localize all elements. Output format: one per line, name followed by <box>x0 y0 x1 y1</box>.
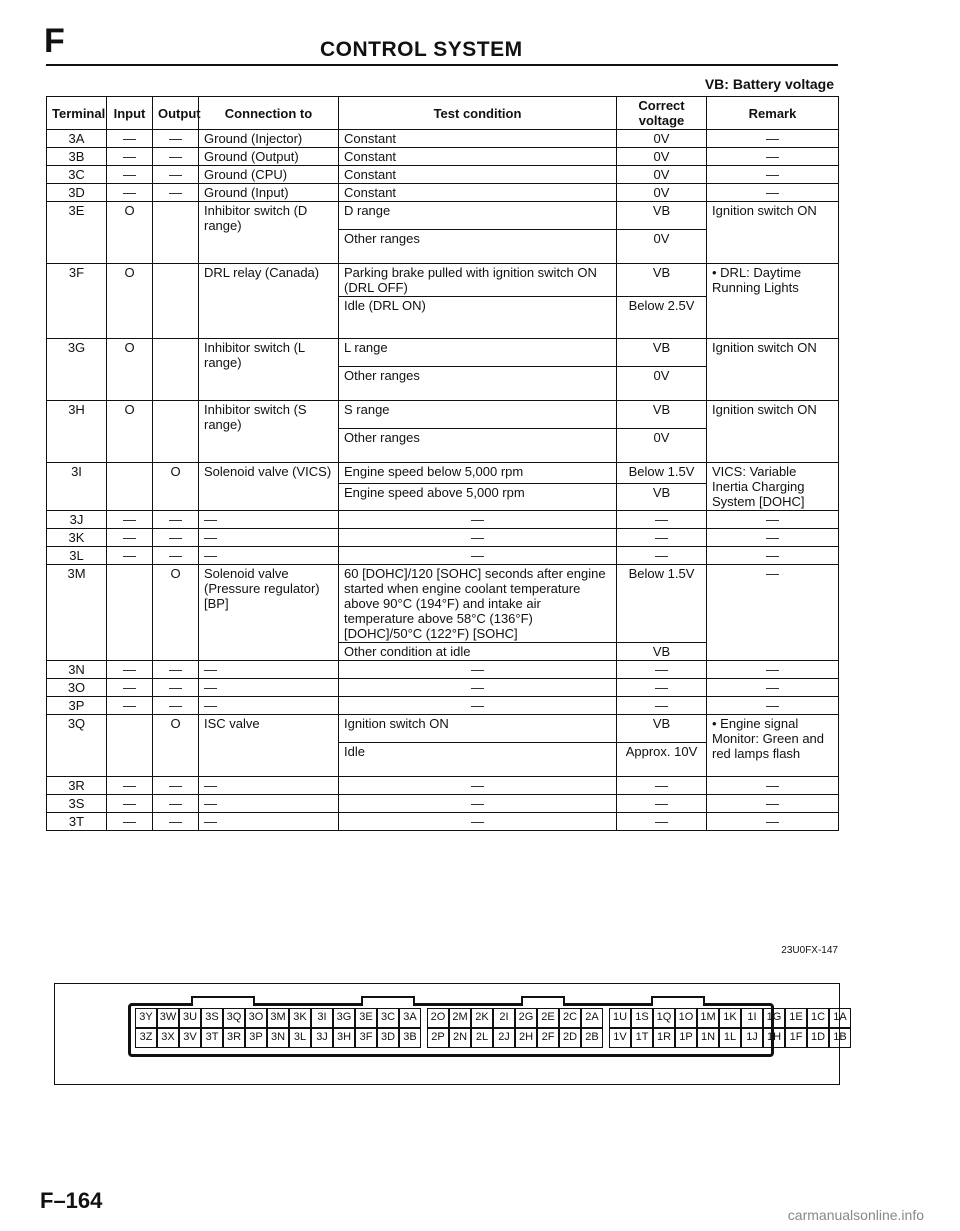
cell-test-condition: — <box>339 795 617 813</box>
cell-output: — <box>153 795 199 813</box>
cell-voltage: 0V <box>617 148 707 166</box>
cell-input: O <box>107 202 153 264</box>
title-rule <box>46 64 838 66</box>
col-output: Output <box>153 97 199 130</box>
cell-input <box>107 463 153 511</box>
reference-code: 23U0FX-147 <box>781 945 838 956</box>
cell-test-condition: — <box>339 529 617 547</box>
cell-connection: Inhibitor switch (S range) <box>199 401 339 463</box>
cell-terminal: 3F <box>47 264 107 339</box>
cell-connection: Ground (Output) <box>199 148 339 166</box>
connector-pin: 3Z <box>135 1028 157 1048</box>
connector-pin: 1R <box>653 1028 675 1048</box>
connector-pin: 1V <box>609 1028 631 1048</box>
cell-input: — <box>107 130 153 148</box>
cell-remark: • Engine signal Monitor: Green and red lamps flash <box>707 715 839 777</box>
cell-voltage: 0V <box>617 166 707 184</box>
cell-voltage: VB <box>617 339 707 367</box>
connector-pin: 3V <box>179 1028 201 1048</box>
cell-test-condition: Parking brake pulled with ignition switch ON (DRL OFF) <box>339 264 617 297</box>
cell-test-condition: — <box>339 697 617 715</box>
table-row <box>47 529 839 547</box>
cell-test-condition: — <box>339 813 617 831</box>
cell-remark: — <box>707 661 839 679</box>
connector-pin: 2C <box>559 1008 581 1028</box>
cell-input <box>107 715 153 777</box>
table-row <box>47 679 839 697</box>
cell-voltage: 0V <box>617 184 707 202</box>
cell-input: — <box>107 547 153 565</box>
cell-input: O <box>107 339 153 401</box>
cell-connection: — <box>199 511 339 529</box>
connector-pin: 1F <box>785 1028 807 1048</box>
connector-pin: 1J <box>741 1028 763 1048</box>
cell-input: — <box>107 166 153 184</box>
table-row <box>47 715 839 743</box>
cell-output: — <box>153 547 199 565</box>
cell-voltage: Approx. 10V <box>617 743 707 777</box>
cell-test-condition: Constant <box>339 130 617 148</box>
cell-terminal: 3N <box>47 661 107 679</box>
connector-pin: 3L <box>289 1028 311 1048</box>
cell-voltage: 0V <box>617 130 707 148</box>
cell-terminal: 3K <box>47 529 107 547</box>
connector-pin-row-bottom <box>135 1028 847 1048</box>
cell-test-condition: — <box>339 679 617 697</box>
connector-pin: 3A <box>399 1008 421 1028</box>
connector-pin: 1G <box>763 1008 785 1028</box>
cell-connection: — <box>199 679 339 697</box>
cell-voltage: — <box>617 777 707 795</box>
cell-output: O <box>153 565 199 661</box>
cell-output <box>153 339 199 401</box>
cell-output: — <box>153 130 199 148</box>
cell-voltage: VB <box>617 401 707 429</box>
col-remark: Remark <box>707 97 839 130</box>
section-letter: F <box>44 22 65 60</box>
cell-connection: — <box>199 777 339 795</box>
table-row <box>47 777 839 795</box>
connector-pin: 2G <box>515 1008 537 1028</box>
cell-remark: — <box>707 697 839 715</box>
cell-test-condition: Other ranges <box>339 429 617 463</box>
connector-pin: 3T <box>201 1028 223 1048</box>
cell-voltage: VB <box>617 264 707 297</box>
cell-output: — <box>153 148 199 166</box>
connector-pin: 1C <box>807 1008 829 1028</box>
cell-terminal: 3D <box>47 184 107 202</box>
cell-remark: Ignition switch ON <box>707 339 839 401</box>
cell-output: — <box>153 184 199 202</box>
cell-voltage: — <box>617 679 707 697</box>
cell-connection: Inhibitor switch (L range) <box>199 339 339 401</box>
connector-pin: 2M <box>449 1008 471 1028</box>
connector-pin: 2F <box>537 1028 559 1048</box>
connector-pin: 1K <box>719 1008 741 1028</box>
cell-remark: — <box>707 166 839 184</box>
cell-remark: VICS: Variable Inertia Charging System [DOHC] <box>707 463 839 511</box>
cell-output <box>153 264 199 339</box>
cell-output: — <box>153 777 199 795</box>
connector-pin: 3Y <box>135 1008 157 1028</box>
connector-pin: 1O <box>675 1008 697 1028</box>
cell-connection: — <box>199 547 339 565</box>
connector-pin: 1H <box>763 1028 785 1048</box>
connector-pin: 3H <box>333 1028 355 1048</box>
page-title: CONTROL SYSTEM <box>320 38 523 61</box>
watermark: carmanualsonline.info <box>787 1207 924 1223</box>
table-row <box>47 661 839 679</box>
cell-test-condition: — <box>339 511 617 529</box>
cell-remark: — <box>707 679 839 697</box>
cell-output: — <box>153 166 199 184</box>
col-terminal: Terminal <box>47 97 107 130</box>
cell-output: — <box>153 813 199 831</box>
vb-note: VB: Battery voltage <box>704 76 834 92</box>
cell-test-condition: Constant <box>339 148 617 166</box>
connector-pin: 2I <box>493 1008 515 1028</box>
connector-pin: 2A <box>581 1008 603 1028</box>
cell-test-condition: D range <box>339 202 617 230</box>
cell-terminal: 3H <box>47 401 107 463</box>
table-row <box>47 202 839 230</box>
cell-terminal: 3B <box>47 148 107 166</box>
cell-remark: — <box>707 148 839 166</box>
cell-test-condition: Other ranges <box>339 367 617 401</box>
connector-pin: 2D <box>559 1028 581 1048</box>
cell-test-condition: Other ranges <box>339 230 617 264</box>
table-row <box>47 166 839 184</box>
cell-terminal: 3R <box>47 777 107 795</box>
cell-voltage: VB <box>617 643 707 661</box>
cell-terminal: 3Q <box>47 715 107 777</box>
cell-terminal: 3E <box>47 202 107 264</box>
cell-input: — <box>107 813 153 831</box>
table-row <box>47 697 839 715</box>
connector-pin: 2H <box>515 1028 537 1048</box>
cell-input: — <box>107 148 153 166</box>
cell-connection: Solenoid valve (VICS) <box>199 463 339 511</box>
cell-remark: • DRL: Daytime Running Lights <box>707 264 839 339</box>
cell-input: — <box>107 184 153 202</box>
cell-connection: Solenoid valve (Pressure regulator) [BP] <box>199 565 339 661</box>
cell-connection: — <box>199 795 339 813</box>
connector-pin: 1L <box>719 1028 741 1048</box>
connector-body <box>128 1003 847 1057</box>
cell-remark: — <box>707 777 839 795</box>
table-row <box>47 511 839 529</box>
cell-input <box>107 565 153 661</box>
connector-pin: 1I <box>741 1008 763 1028</box>
connector-pin: 2E <box>537 1008 559 1028</box>
cell-input: — <box>107 679 153 697</box>
connector-pin: 2P <box>427 1028 449 1048</box>
cell-remark: — <box>707 813 839 831</box>
cell-input: — <box>107 661 153 679</box>
connector-pin: 3M <box>267 1008 289 1028</box>
connector-pin: 1S <box>631 1008 653 1028</box>
cell-input: — <box>107 529 153 547</box>
connector-pin: 1T <box>631 1028 653 1048</box>
connector-pin: 3K <box>289 1008 311 1028</box>
cell-output: — <box>153 661 199 679</box>
cell-voltage: Below 1.5V <box>617 565 707 643</box>
table-row <box>47 795 839 813</box>
cell-voltage: — <box>617 547 707 565</box>
cell-connection: — <box>199 697 339 715</box>
cell-connection: Ground (Injector) <box>199 130 339 148</box>
connector-pin: 3G <box>333 1008 355 1028</box>
cell-terminal: 3O <box>47 679 107 697</box>
cell-remark: Ignition switch ON <box>707 401 839 463</box>
col-voltage: Correct voltage <box>617 97 707 130</box>
cell-voltage: — <box>617 511 707 529</box>
connector-pin: 3Q <box>223 1008 245 1028</box>
connector-pin: 2B <box>581 1028 603 1048</box>
cell-terminal: 3I <box>47 463 107 511</box>
cell-test-condition: Constant <box>339 184 617 202</box>
connector-pin-row-top <box>135 1008 847 1028</box>
cell-output: — <box>153 529 199 547</box>
cell-voltage: 0V <box>617 230 707 264</box>
cell-terminal: 3S <box>47 795 107 813</box>
cell-voltage: 0V <box>617 367 707 401</box>
cell-voltage: — <box>617 813 707 831</box>
connector-pin: 1A <box>829 1008 851 1028</box>
connector-pin: 3R <box>223 1028 245 1048</box>
cell-input: — <box>107 511 153 529</box>
col-input: Input <box>107 97 153 130</box>
cell-connection: Ground (CPU) <box>199 166 339 184</box>
terminal-table <box>46 96 839 831</box>
connector-pin: 3W <box>157 1008 179 1028</box>
cell-input: O <box>107 401 153 463</box>
cell-terminal: 3L <box>47 547 107 565</box>
cell-test-condition: Ignition switch ON <box>339 715 617 743</box>
connector-pin: 1Q <box>653 1008 675 1028</box>
connector-pin: 3P <box>245 1028 267 1048</box>
cell-remark: — <box>707 547 839 565</box>
connector-diagram <box>54 983 847 1085</box>
cell-input: — <box>107 795 153 813</box>
cell-connection: — <box>199 661 339 679</box>
cell-terminal: 3P <box>47 697 107 715</box>
table-header-row <box>47 97 839 130</box>
connector-pin: 1B <box>829 1028 851 1048</box>
cell-voltage: — <box>617 529 707 547</box>
cell-input: — <box>107 697 153 715</box>
connector-pin: 1M <box>697 1008 719 1028</box>
cell-output: — <box>153 511 199 529</box>
cell-test-condition: Idle (DRL ON) <box>339 297 617 339</box>
col-test-condition: Test condition <box>339 97 617 130</box>
cell-output <box>153 401 199 463</box>
cell-test-condition: Other condition at idle <box>339 643 617 661</box>
cell-output: O <box>153 715 199 777</box>
cell-terminal: 3J <box>47 511 107 529</box>
cell-test-condition: 60 [DOHC]/120 [SOHC] seconds after engine started when engine coolant temperature above 90°C (194°F) and intake air temperature above 58°C (136°F) [DOHC]/50°C (122°F) [SOHC] <box>339 565 617 643</box>
connector-pin: 3C <box>377 1008 399 1028</box>
connector-pin: 2N <box>449 1028 471 1048</box>
connector-pin: 1E <box>785 1008 807 1028</box>
cell-output: — <box>153 679 199 697</box>
table-row <box>47 130 839 148</box>
connector-pin: 3N <box>267 1028 289 1048</box>
cell-voltage: — <box>617 795 707 813</box>
cell-output: — <box>153 697 199 715</box>
connector-pin: 3S <box>201 1008 223 1028</box>
cell-remark: — <box>707 511 839 529</box>
cell-output <box>153 202 199 264</box>
cell-test-condition: S range <box>339 401 617 429</box>
table-row <box>47 148 839 166</box>
cell-connection: Ground (Input) <box>199 184 339 202</box>
cell-input: — <box>107 777 153 795</box>
connector-pin: 3U <box>179 1008 201 1028</box>
cell-connection: DRL relay (Canada) <box>199 264 339 339</box>
table-row <box>47 184 839 202</box>
cell-test-condition: — <box>339 661 617 679</box>
cell-voltage: Below 2.5V <box>617 297 707 339</box>
cell-voltage: VB <box>617 202 707 230</box>
connector-notch <box>521 996 565 1006</box>
cell-input: O <box>107 264 153 339</box>
connector-pin: 2L <box>471 1028 493 1048</box>
connector-pin: 3I <box>311 1008 333 1028</box>
table-row <box>47 565 839 643</box>
connector-notch <box>361 996 415 1006</box>
connector-pin: 3F <box>355 1028 377 1048</box>
cell-voltage: VB <box>617 483 707 510</box>
cell-terminal: 3A <box>47 130 107 148</box>
table-row <box>47 547 839 565</box>
connector-pin: 1P <box>675 1028 697 1048</box>
connector-pin: 1D <box>807 1028 829 1048</box>
connector-pin: 2O <box>427 1008 449 1028</box>
col-connection: Connection to <box>199 97 339 130</box>
table-row <box>47 401 839 429</box>
cell-test-condition: Engine speed below 5,000 rpm <box>339 463 617 484</box>
cell-test-condition: — <box>339 547 617 565</box>
table-row <box>47 339 839 367</box>
connector-notch <box>191 996 255 1006</box>
cell-terminal: 3C <box>47 166 107 184</box>
cell-remark: — <box>707 184 839 202</box>
connector-pin: 3J <box>311 1028 333 1048</box>
connector-pin: 3B <box>399 1028 421 1048</box>
connector-pin: 2J <box>493 1028 515 1048</box>
connector-notch <box>651 996 705 1006</box>
cell-voltage: Below 1.5V <box>617 463 707 484</box>
connector-pin: 3X <box>157 1028 179 1048</box>
connector-pin: 1U <box>609 1008 631 1028</box>
cell-remark: — <box>707 529 839 547</box>
cell-connection: — <box>199 813 339 831</box>
cell-test-condition: Constant <box>339 166 617 184</box>
connector-pin: 2K <box>471 1008 493 1028</box>
connector-pin: 1N <box>697 1028 719 1048</box>
cell-remark: — <box>707 565 839 661</box>
cell-terminal: 3M <box>47 565 107 661</box>
connector-pin: 3D <box>377 1028 399 1048</box>
cell-voltage: 0V <box>617 429 707 463</box>
cell-connection: — <box>199 529 339 547</box>
cell-remark: Ignition switch ON <box>707 202 839 264</box>
page-number: F–164 <box>40 1188 103 1213</box>
cell-remark: — <box>707 130 839 148</box>
cell-output: O <box>153 463 199 511</box>
table-row <box>47 463 839 484</box>
cell-test-condition: — <box>339 777 617 795</box>
cell-terminal: 3G <box>47 339 107 401</box>
table-row <box>47 264 839 297</box>
cell-terminal: 3T <box>47 813 107 831</box>
cell-remark: — <box>707 795 839 813</box>
cell-test-condition: Idle <box>339 743 617 777</box>
cell-test-condition: Engine speed above 5,000 rpm <box>339 483 617 510</box>
cell-connection: ISC valve <box>199 715 339 777</box>
cell-test-condition: L range <box>339 339 617 367</box>
table-row <box>47 813 839 831</box>
cell-connection: Inhibitor switch (D range) <box>199 202 339 264</box>
cell-voltage: VB <box>617 715 707 743</box>
connector-pin: 3O <box>245 1008 267 1028</box>
cell-voltage: — <box>617 661 707 679</box>
cell-voltage: — <box>617 697 707 715</box>
connector-pin: 3E <box>355 1008 377 1028</box>
